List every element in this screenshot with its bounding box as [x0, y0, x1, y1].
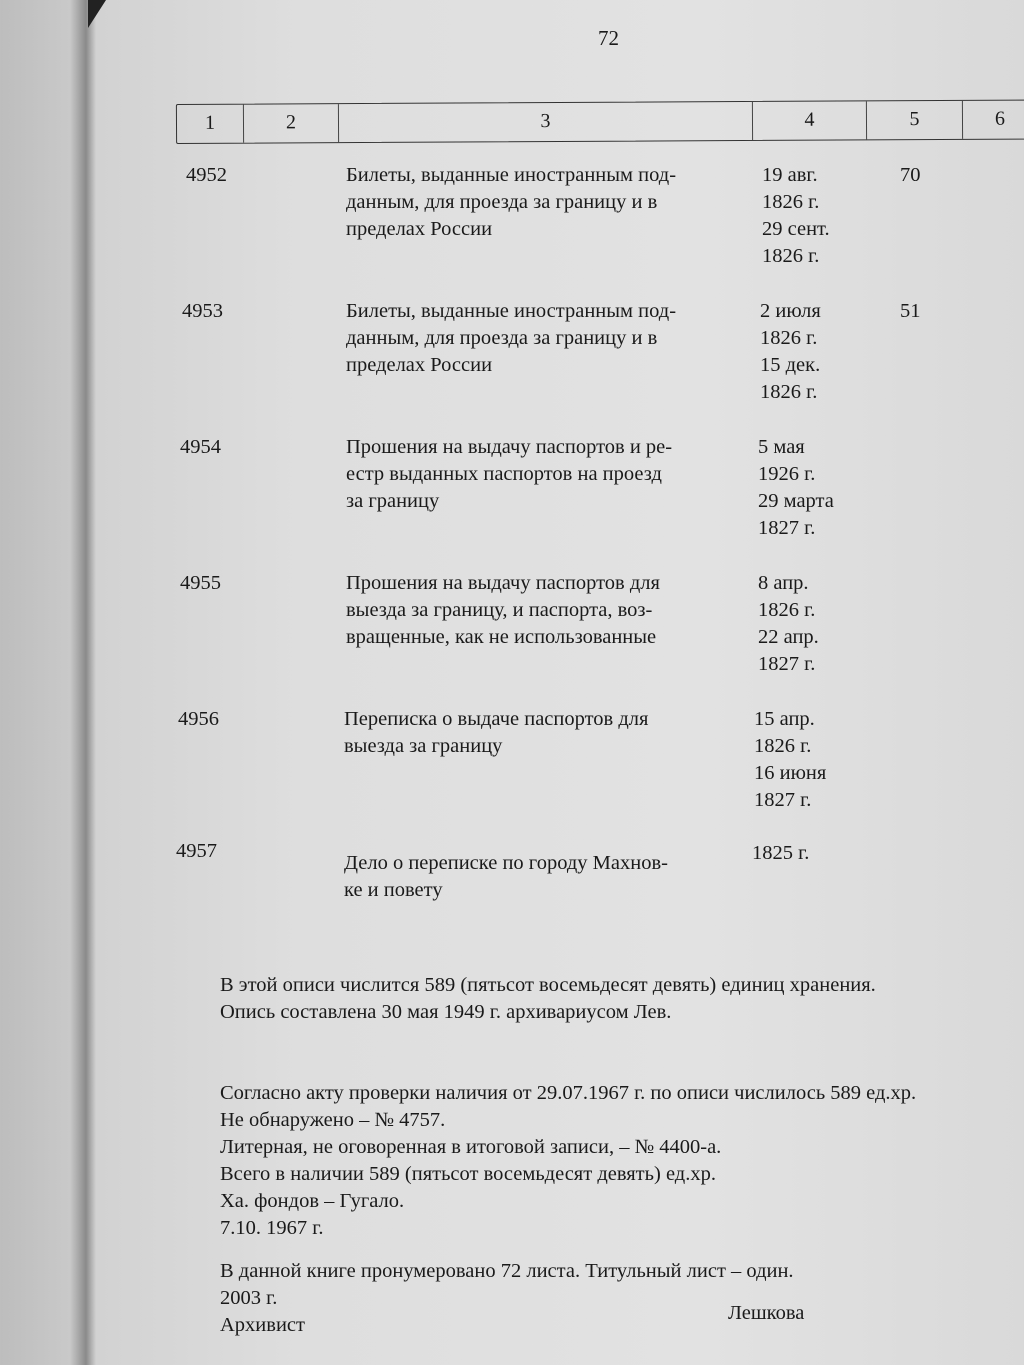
item-title-line: Билеты, выданные иностранным под- [346, 164, 677, 186]
item-title-line: Переписка о выдаче паспортов для [344, 708, 649, 730]
item-sheet-count: 70 [900, 164, 921, 186]
item-title-line: вращенные, как не использованные [346, 626, 657, 648]
header-col-3: 3 [339, 102, 753, 142]
header-col-5: 5 [867, 101, 963, 140]
item-date-line: 1926 г. [758, 463, 816, 485]
final-block [220, 1258, 794, 1339]
item-title-line: Прошения на выдачу паспортов для [346, 572, 660, 594]
summary-line: В этой описи числится 589 (пятьсот восемьдесят девять) единиц хранения. [220, 974, 876, 996]
item-title-line: выезда за границу [344, 735, 503, 757]
item-number: 4955 [180, 572, 221, 594]
item-date-line: 1826 г. [760, 327, 818, 349]
item-title-line: пределах России [346, 354, 493, 376]
archivist-name: Лешкова [728, 1302, 805, 1324]
item-title-line: Дело о переписке по городу Махнов- [344, 852, 668, 874]
item-date-line: 1827 г. [758, 517, 816, 539]
item-date-line: 1826 г. [762, 245, 820, 267]
item-date-line: 1826 г. [760, 381, 818, 403]
summary-line: Опись составлена 30 мая 1949 г. архивариусом Лев. [220, 1001, 672, 1023]
item-date-line: 1825 г. [752, 842, 810, 864]
item-number: 4954 [180, 436, 221, 458]
header-col-6: 6 [994, 107, 1006, 130]
item-date-line: 22 апр. [758, 626, 819, 648]
check-line: Не обнаружено – № 4757. [220, 1109, 446, 1131]
item-number: 4956 [178, 708, 219, 730]
item-date-line: 19 авг. [762, 164, 818, 186]
item-number: 4953 [182, 300, 223, 322]
item-date-line: 1826 г. [762, 191, 820, 213]
check-line: Согласно акту проверки наличия от 29.07.1967 г. по описи числилось 589 ед.хр. [220, 1082, 917, 1104]
item-title-line: за границу [346, 490, 440, 512]
item-date-line: 5 мая [758, 436, 805, 458]
item-date-line: 29 сент. [762, 218, 830, 240]
table-header [176, 99, 1024, 144]
item-date-line: 15 дек. [760, 354, 821, 376]
item-number: 4957 [176, 840, 217, 862]
final-line: В данной книге пронумеровано 72 листа. Титульный лист – один. [220, 1260, 794, 1282]
archivist-label: Архивист [220, 1314, 305, 1336]
item-title-line: данным, для проезда за границу и в [346, 191, 658, 213]
item-title-line: пределах России [346, 218, 493, 240]
check-block [220, 1080, 916, 1242]
item-title-line: выезда за границу, и паспорта, воз- [346, 599, 653, 621]
item-date-line: 8 апр. [758, 572, 809, 594]
item-title-line: Прошения на выдачу паспортов и ре- [346, 436, 673, 458]
item-date-line: 15 апр. [754, 708, 815, 730]
item-sheet-count: 51 [900, 300, 921, 322]
item-date-line: 1827 г. [754, 789, 812, 811]
item-title-line: Билеты, выданные иностранным под- [346, 300, 677, 322]
header-col-4: 4 [753, 101, 867, 140]
item-date-line: 29 марта [758, 490, 834, 512]
item-date-line: 2 июля [760, 300, 821, 322]
book-corner [88, 0, 106, 28]
header-col-2: 2 [244, 104, 339, 142]
item-number: 4952 [186, 164, 227, 186]
summary-block [220, 972, 876, 1026]
item-title-line: ке и повету [344, 879, 443, 901]
item-title-line: данным, для проезда за границу и в [346, 327, 658, 349]
check-line: Ха. фондов – Гугало. [220, 1190, 405, 1212]
item-date-line: 1827 г. [758, 653, 816, 675]
check-line: 7.10. 1967 г. [220, 1217, 324, 1239]
final-line: 2003 г. [220, 1287, 278, 1309]
item-date-line: 1826 г. [754, 735, 812, 757]
item-date-line: 1826 г. [758, 599, 816, 621]
check-line: Литерная, не оговоренная в итоговой записи, – № 4400-а. [220, 1136, 722, 1158]
page-number: 72 [598, 26, 619, 50]
header-col-1: 1 [177, 105, 244, 143]
item-title-line: естр выданных паспортов на проезд [346, 463, 662, 485]
item-date-line: 16 июня [754, 762, 827, 784]
check-line: Всего в наличии 589 (пятьсот восемьдесят девять) ед.хр. [220, 1163, 716, 1185]
